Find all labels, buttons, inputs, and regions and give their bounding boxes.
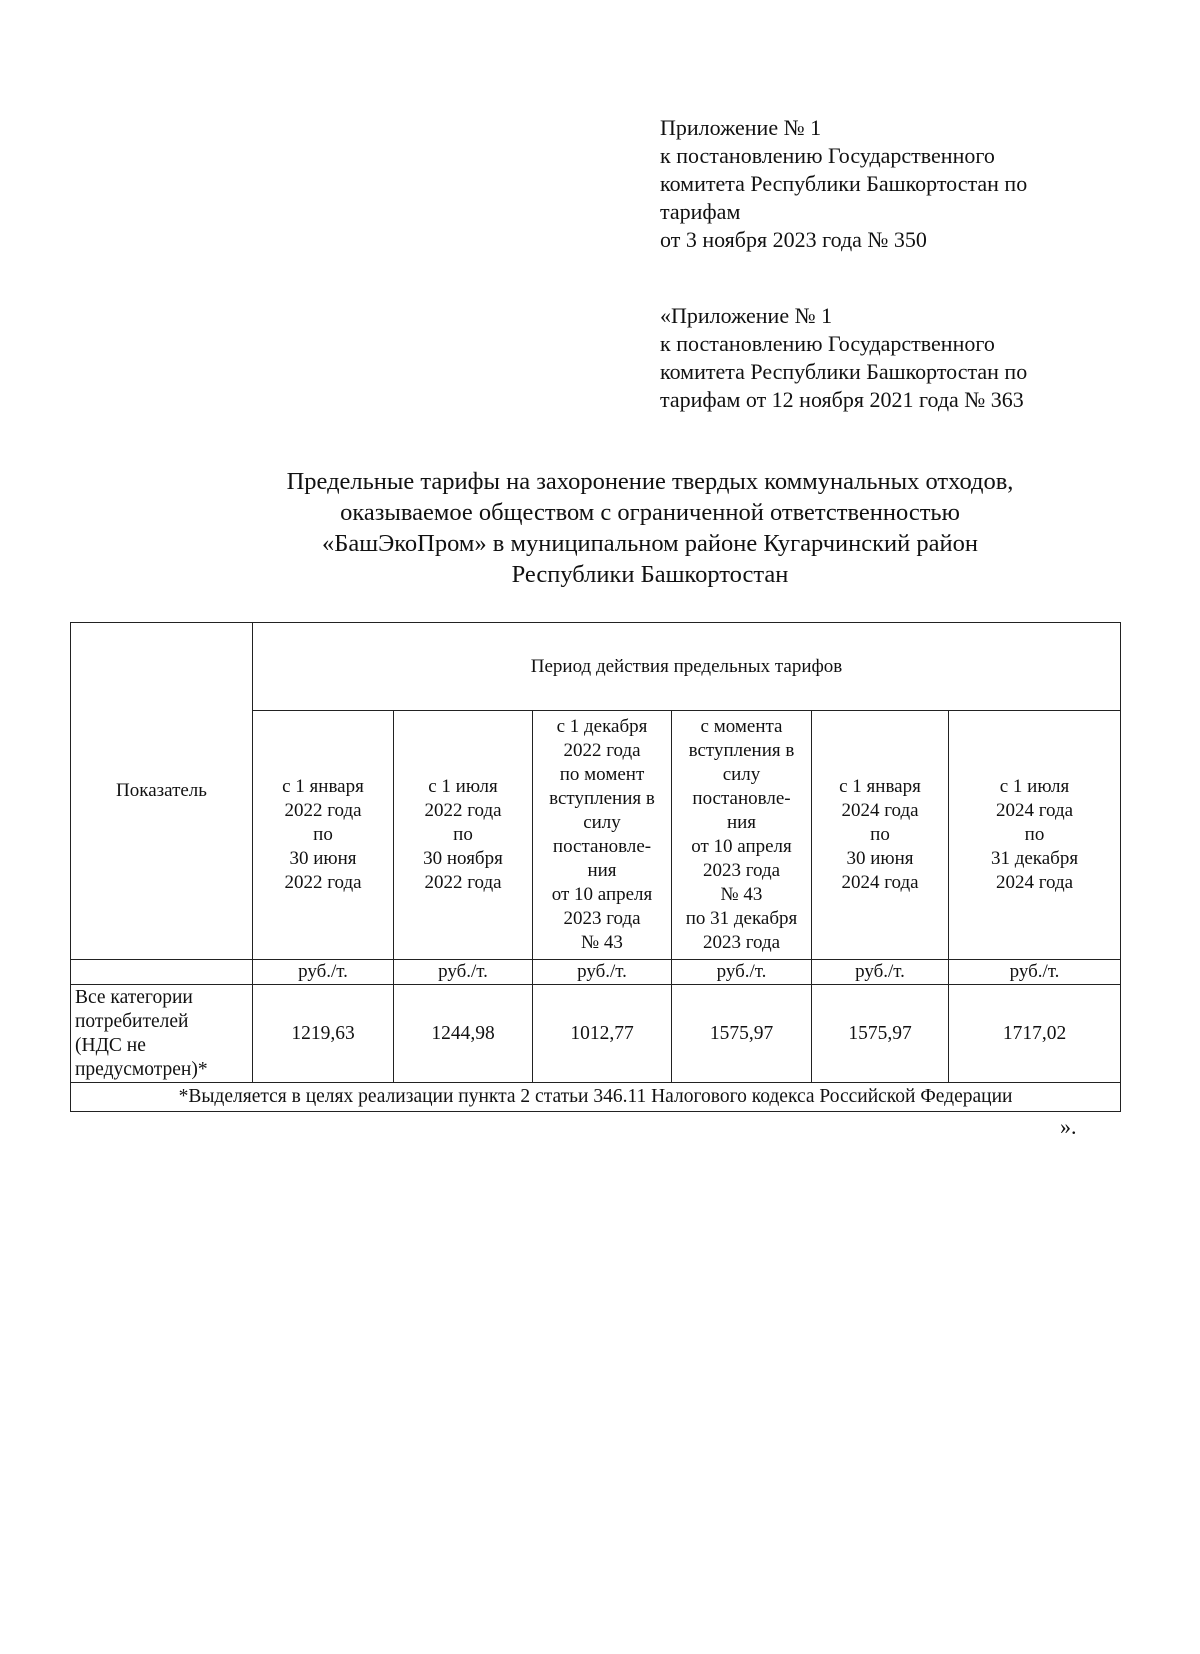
cell-text-line: постановле-	[692, 788, 791, 809]
cell-text-line: Все категории	[75, 986, 193, 1008]
cell-text-line: 30 июня	[289, 848, 357, 869]
cell-text-line: по момент	[559, 764, 645, 785]
period-column-header	[394, 711, 533, 960]
cell-text-line: с 1 января	[839, 776, 921, 797]
cell-text-line: 2024 года	[841, 872, 919, 893]
cell-text-line: потребителей	[75, 1010, 189, 1032]
cell-text-line: 2022 года	[424, 800, 502, 821]
unit-cell: руб./т.	[394, 960, 533, 985]
cell-text-line: 2022 года	[284, 800, 362, 821]
cell-text-line: вступления в	[688, 740, 795, 761]
tariff-value: 1575,97	[812, 985, 949, 1083]
title-line: Предельные тарифы на захоронение твердых коммунальных отходов,	[286, 468, 1014, 495]
appendix-line: «Приложение № 1	[660, 303, 833, 328]
unit-cell: руб./т.	[812, 960, 949, 985]
period-header: Период действия предельных тарифов	[253, 623, 1121, 711]
cell-text-line: 30 ноября	[423, 848, 503, 869]
cell-text-line: 2023 года	[563, 908, 641, 929]
cell-text-line: от 10 апреля	[551, 884, 653, 905]
cell-text-line: № 43	[720, 884, 763, 905]
cell-text-line: 2023 года	[702, 932, 781, 953]
cell-text-line: предусмотрен)*	[75, 1058, 208, 1080]
cell-text-line: силу	[722, 764, 761, 785]
unit-cell: руб./т.	[253, 960, 394, 985]
cell-text-line: по	[870, 824, 890, 845]
appendix-line: комитета Республики Башкортостан по	[660, 359, 1028, 384]
cell-text-line: с 1 декабря	[556, 716, 648, 737]
cell-text-line: 2024 года	[995, 872, 1074, 893]
cell-text-line: 30 июня	[846, 848, 914, 869]
appendix-line: тарифам	[660, 199, 741, 224]
row-label	[71, 985, 253, 1083]
cell-text-line: с 1 июля	[428, 776, 498, 797]
closing-quote: ».	[1060, 1114, 1077, 1139]
appendix-current	[660, 114, 1100, 254]
unit-cell: руб./т.	[672, 960, 812, 985]
cell-text-line: 2023 года	[702, 860, 781, 881]
cell-text-line: с 1 июля	[999, 776, 1070, 797]
cell-text-line: с момента	[700, 716, 783, 737]
tariff-value: 1219,63	[253, 985, 394, 1083]
cell-text-line: 2022 года	[563, 740, 641, 761]
table-row	[71, 985, 1121, 1083]
indicator-header: Показатель	[71, 623, 253, 960]
cell-text-line: с 1 января	[282, 776, 364, 797]
unit-cell: руб./т.	[533, 960, 672, 985]
cell-text-line: (НДС не	[75, 1034, 146, 1056]
document-title	[180, 466, 1120, 590]
cell-text-line: по 31 декабря	[685, 908, 798, 929]
unit-cell: руб./т.	[949, 960, 1121, 985]
cell-text-line: 31 декабря	[990, 848, 1079, 869]
appendix-line: к постановлению Государственного	[660, 331, 995, 356]
title-line: оказываемое обществом с ограниченной ответственностью	[340, 499, 960, 526]
appendix-line: тарифам от 12 ноября 2021 года № 363	[660, 387, 1024, 412]
cell-text-line: по	[1024, 824, 1045, 845]
cell-text-line: силу	[583, 812, 621, 833]
cell-text-line: от 10 апреля	[691, 836, 792, 857]
tariff-value: 1244,98	[394, 985, 533, 1083]
title-line: «БашЭкоПром» в муниципальном районе Кугарчинский район	[322, 530, 978, 557]
cell-text-line: ния	[587, 860, 617, 881]
cell-text-line: ния	[726, 812, 757, 833]
cell-text-line: 2024 года	[841, 800, 919, 821]
tariff-value: 1575,97	[672, 985, 812, 1083]
cell-text-line: № 43	[581, 932, 623, 953]
cell-text-line: 2022 года	[284, 872, 362, 893]
cell-text-line: по	[313, 824, 333, 845]
appendix-line: к постановлению Государственного	[660, 143, 995, 168]
period-column-header	[672, 711, 812, 960]
cell-text-line: по	[453, 824, 473, 845]
tariff-value: 1717,02	[949, 985, 1121, 1083]
cell-text-line: 2022 года	[424, 872, 502, 893]
tariff-value: 1012,77	[533, 985, 672, 1083]
period-column-header	[533, 711, 672, 960]
appendix-line: Приложение № 1	[660, 115, 822, 140]
period-column-header	[253, 711, 394, 960]
footnote: *Выделяется в целях реализации пункта 2 статьи 346.11 Налогового кодекса Российской Федерации	[71, 1083, 1121, 1112]
period-column-header	[949, 711, 1121, 960]
appendix-line: от 3 ноября 2023 года № 350	[660, 227, 927, 252]
appendix-previous	[660, 302, 1100, 414]
period-column-header	[812, 711, 949, 960]
appendix-line: комитета Республики Башкортостан по	[660, 171, 1028, 196]
cell-text-line: постановле-	[552, 836, 652, 857]
title-line: Республики Башкортостан	[511, 561, 789, 588]
cell-text-line: 2024 года	[995, 800, 1074, 821]
unit-cell-empty	[71, 960, 253, 985]
tariff-table	[70, 622, 1121, 1112]
cell-text-line: вступления в	[549, 788, 655, 809]
